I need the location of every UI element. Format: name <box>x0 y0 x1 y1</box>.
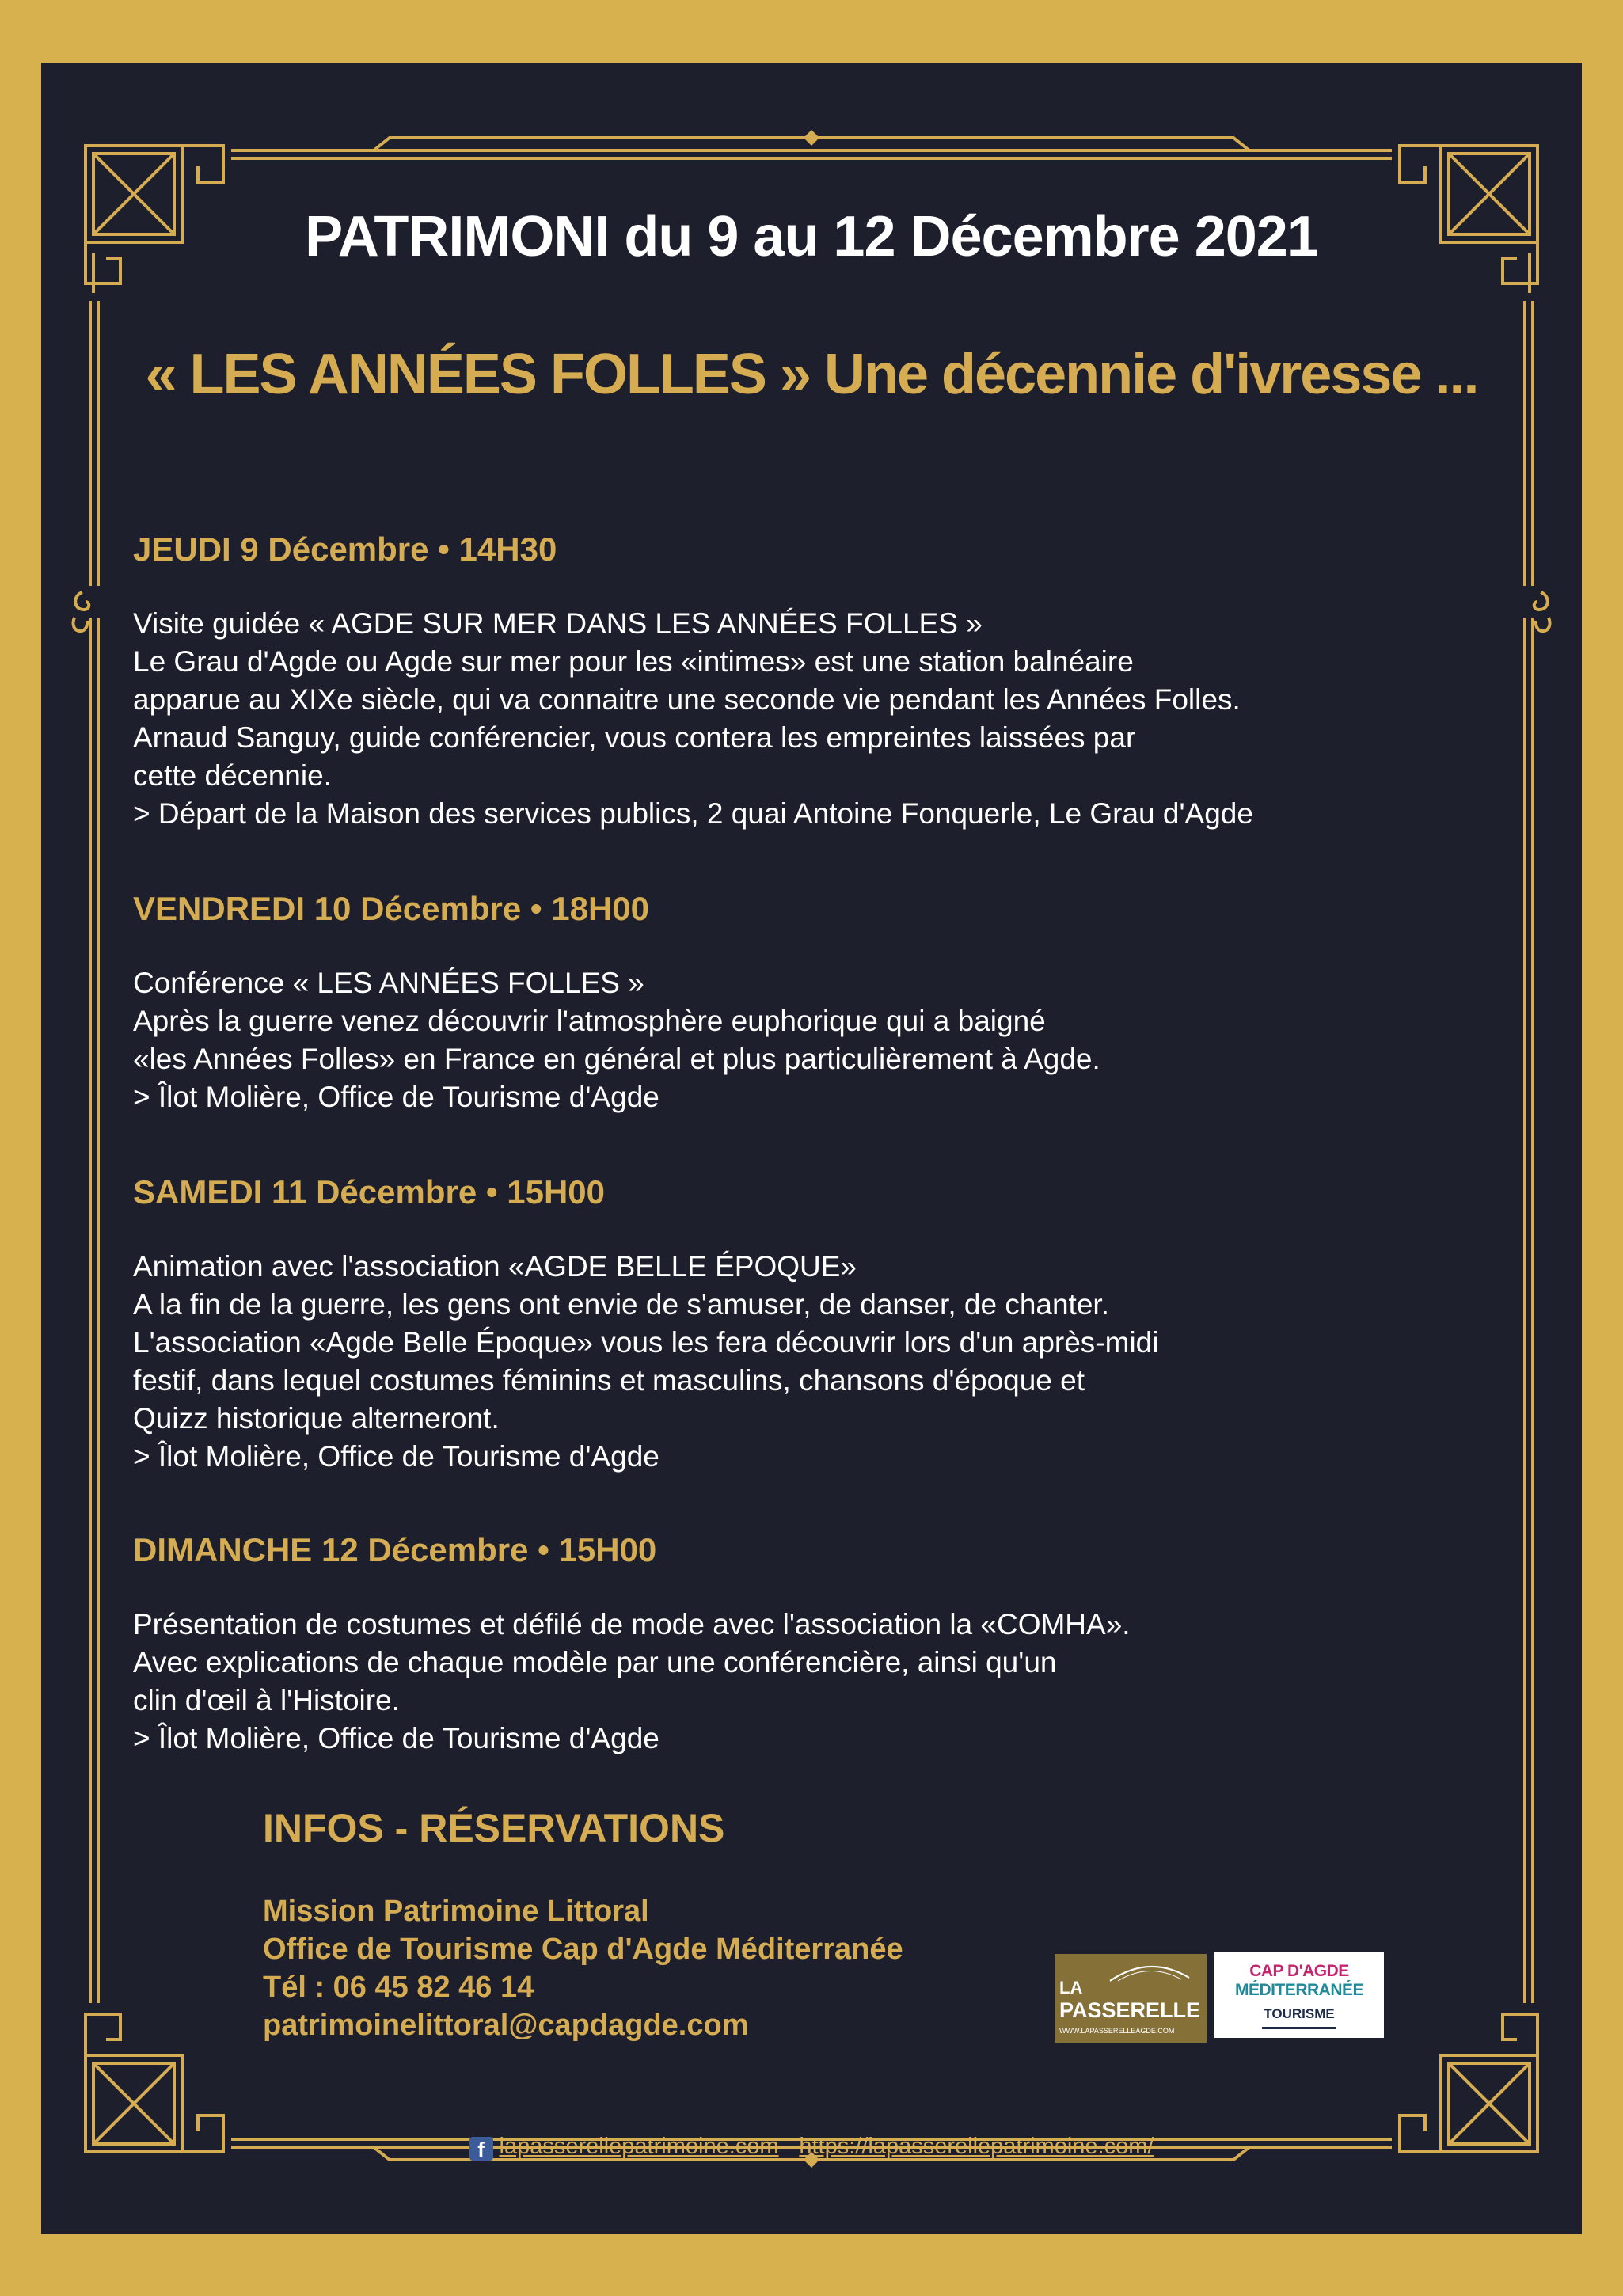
footer-separator: - <box>785 2134 793 2159</box>
event-location: > Départ de la Maison des services publics, 2 quai Antoine Fonquerle, Le Grau d'Agde <box>133 797 1253 830</box>
event-line: Quizz historique alterneront. <box>133 1402 500 1435</box>
logo-text: TOURISME <box>1264 2006 1335 2021</box>
poster <box>41 63 1582 2234</box>
event-location: > Îlot Molière, Office de Tourisme d'Agde <box>133 1440 659 1473</box>
event-line: Animation avec l'association «AGDE BELLE ÉPOQUE» <box>133 1250 857 1283</box>
page-title: PATRIMONI du 9 au 12 Décembre 2021 <box>305 205 1318 268</box>
logo-text: PASSERELLE <box>1059 1998 1201 2022</box>
event-heading: JEUDI 9 Décembre • 14H30 <box>133 530 557 568</box>
logo-url: WWW.LAPASSERELLEAGDE.COM <box>1059 2027 1175 2035</box>
event-line: Visite guidée « AGDE SUR MER DANS LES ANNÉES FOLLES » <box>133 607 983 640</box>
event-sunday <box>133 1531 1542 1758</box>
event-line: Conférence « LES ANNÉES FOLLES » <box>133 967 644 999</box>
event-line: cette décennie. <box>133 759 332 792</box>
event-heading: DIMANCHE 12 Décembre • 15H00 <box>133 1531 657 1568</box>
event-line: Arnaud Sanguy, guide conférencier, vous contera les empreintes laissées par <box>133 721 1136 754</box>
event-line: festif, dans lequel costumes féminins et masculins, chansons d'époque et <box>133 1364 1085 1397</box>
logo-text: MÉDITERRANÉE <box>1234 1981 1363 1999</box>
facebook-link[interactable]: lapasserellepatrimoine.com <box>499 2134 779 2159</box>
event-line: Présentation de costumes et défilé de mode avec l'association la «COMHA». <box>133 1608 1131 1640</box>
event-heading: VENDREDI 10 Décembre • 18H00 <box>133 890 650 927</box>
la-passerelle-logo <box>1055 1954 1207 2043</box>
event-line: apparue au XIXe siècle, qui va connaitre une seconde vie pendant les Années Folles. <box>133 683 1241 716</box>
event-line: A la fin de la guerre, les gens ont envie de s'amuser, de danser, de chanter. <box>133 1288 1109 1321</box>
event-line: clin d'œil à l'Histoire. <box>133 1684 400 1716</box>
logo-rule <box>1262 2027 1336 2029</box>
event-line: Avec explications de chaque modèle par une conférencière, ainsi qu'un <box>133 1646 1057 1678</box>
infos-email[interactable]: patrimoinelittoral@capdagde.com <box>263 2009 749 2042</box>
event-thursday <box>133 530 1542 833</box>
infos-office: Office de Tourisme Cap d'Agde Méditerranée <box>263 1933 903 1966</box>
cap-dagde-logo <box>1214 1952 1384 2038</box>
corner-ornament-bottom-right <box>1400 2014 1537 2152</box>
event-line: Le Grau d'Agde ou Agde sur mer pour les «intimes» est une station balnéaire <box>133 645 1134 678</box>
infos-phone[interactable]: Tél : 06 45 82 46 14 <box>263 1971 534 2004</box>
event-location: > Îlot Molière, Office de Tourisme d'Agde <box>133 1081 659 1113</box>
logo-text: LA <box>1059 1978 1083 1998</box>
event-location: > Îlot Molière, Office de Tourisme d'Agde <box>133 1722 659 1754</box>
infos-reservations <box>263 1805 903 2044</box>
event-line: L'association «Agde Belle Époque» vous les fera découvrir lors d'un après-midi <box>133 1326 1159 1359</box>
event-heading: SAMEDI 11 Décembre • 15H00 <box>133 1173 605 1211</box>
footer-links <box>41 2134 1582 2161</box>
event-saturday <box>133 1173 1542 1476</box>
facebook-icon[interactable]: f <box>469 2137 493 2161</box>
infos-heading: INFOS - RÉSERVATIONS <box>263 1806 725 1850</box>
website-link[interactable]: https://lapasserellepatrimoine.com/ <box>799 2134 1154 2159</box>
event-line: Après la guerre venez découvrir l'atmosphère euphorique qui a baigné <box>133 1005 1046 1037</box>
corner-ornament-bottom-left <box>86 2014 223 2152</box>
infos-organisation: Mission Patrimoine Littoral <box>263 1895 649 1928</box>
page-subtitle: « LES ANNÉES FOLLES » Une décennie d'ivresse ... <box>145 343 1478 406</box>
event-line: «les Années Folles» en France en général et plus particulièrement à Agde. <box>133 1043 1100 1075</box>
logo-text: CAP D'AGDE <box>1249 1962 1349 1980</box>
event-friday <box>133 890 1542 1116</box>
